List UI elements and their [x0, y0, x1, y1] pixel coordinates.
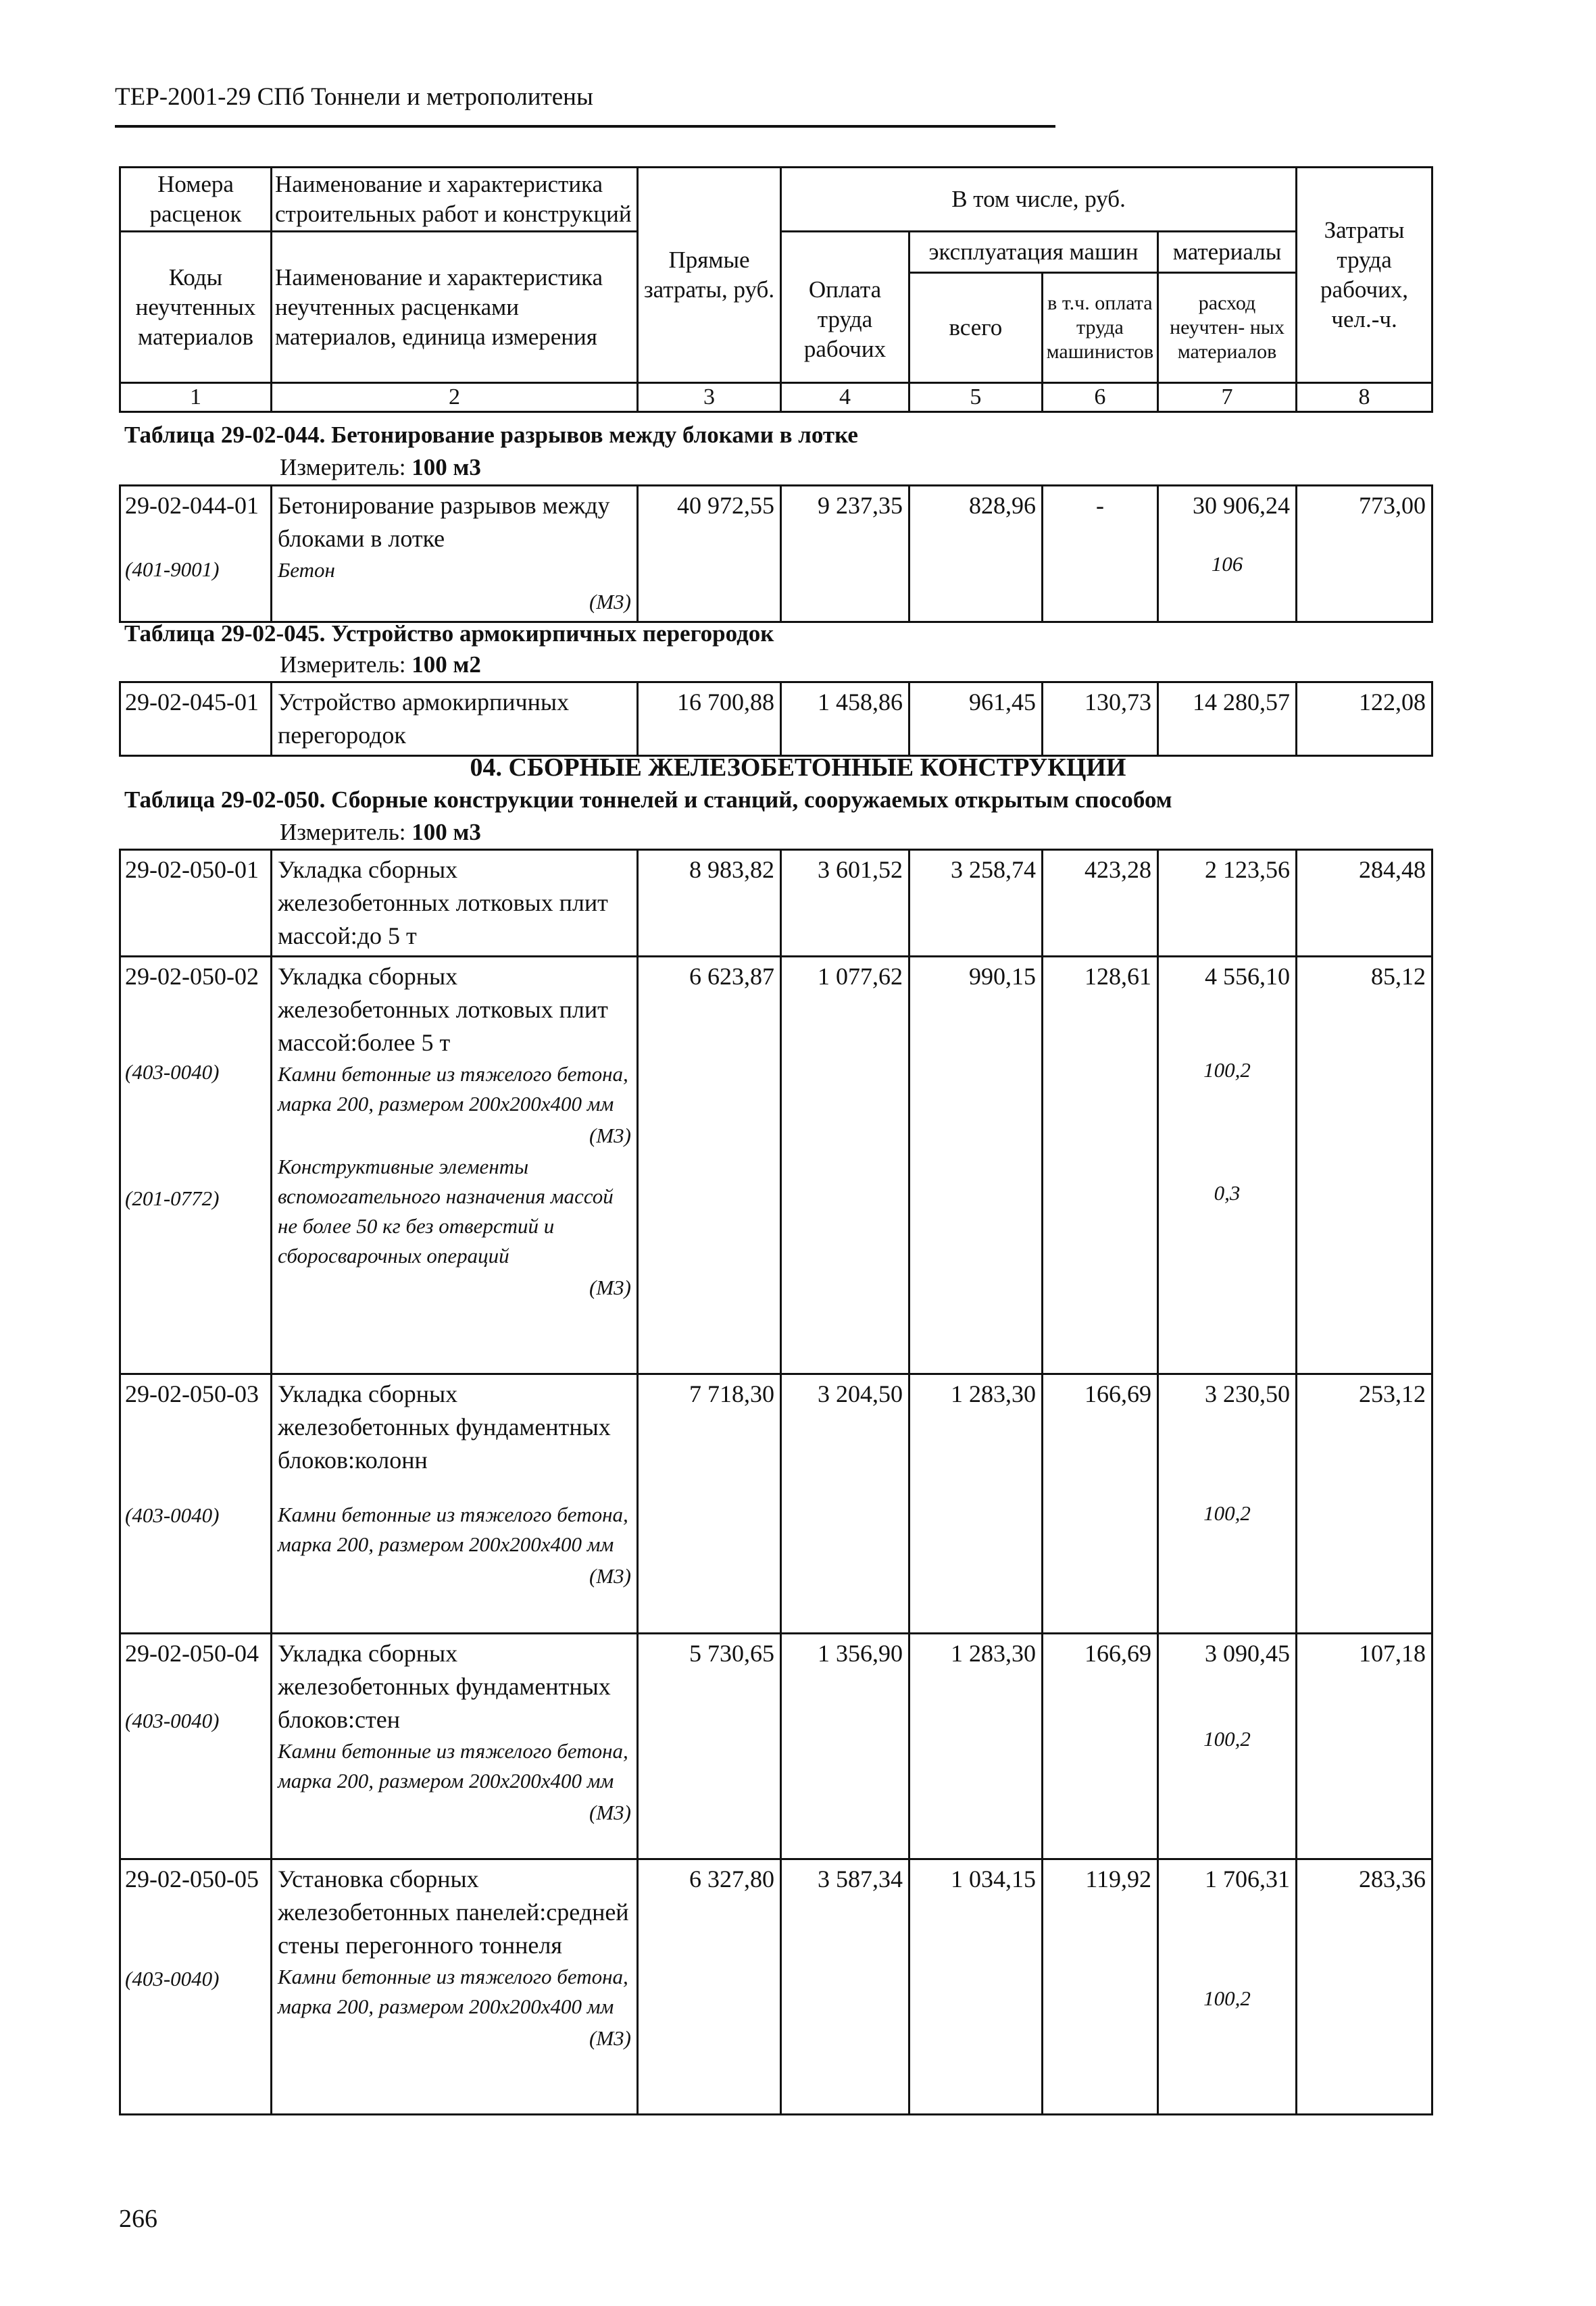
- table-title: Таблица 29-02-045. Устройство армокирпичных перегородок: [124, 620, 774, 647]
- col4-header-label: Оплата труда рабочих: [803, 276, 887, 362]
- meter-label: Измеритель:: [280, 819, 406, 845]
- table-row: [120, 682, 1432, 756]
- machine-cost: 1 034,15: [909, 1859, 1043, 2115]
- row-name: Установка сборных железобетонных панелей:средней стены перегонного тоннеля: [278, 1865, 629, 1959]
- col-number: 1: [120, 383, 272, 412]
- machinist-labor: 130,73: [1043, 682, 1158, 756]
- table-row: [120, 1859, 1432, 2115]
- col2-top-header: Наименование и характеристика строительных работ и конструкций: [272, 168, 638, 232]
- col-number: 7: [1158, 383, 1297, 412]
- labor-hours: 253,12: [1297, 1374, 1432, 1634]
- header-rule: [115, 125, 1055, 128]
- col6-header: в т.ч. оплата труда машинистов: [1046, 292, 1154, 363]
- row-name: Укладка сборных железобетонных фундаментных блоков:стен: [278, 1640, 611, 1733]
- material-name: Камни бетонные из тяжелого бетона, марка 200, размером 200х200х400 мм: [278, 1503, 628, 1556]
- material-code: (401-9001): [125, 557, 220, 581]
- labor-cost: 1 458,86: [781, 682, 909, 756]
- materials-cost: 1 706,31: [1205, 1865, 1290, 1893]
- machine-cost: 3 258,74: [909, 850, 1043, 957]
- machine-cost: 1 283,30: [909, 1634, 1043, 1859]
- table-row: [120, 1634, 1432, 1859]
- section-heading: 04. СБОРНЫЕ ЖЕЛЕЗОБЕТОННЫЕ КОНСТРУКЦИИ: [470, 753, 1126, 782]
- labor-cost: 3 204,50: [781, 1374, 909, 1634]
- row-name: Устройство армокирпичных перегородок: [272, 682, 638, 756]
- material-qty: 100,2: [1203, 1501, 1251, 1525]
- col5-header: всего: [910, 274, 1043, 382]
- material-code: (201-0772): [125, 1186, 220, 1210]
- material-qty: 0,3: [1214, 1181, 1241, 1205]
- labor-cost: 1 356,90: [781, 1634, 909, 1859]
- labor-cost: 3 601,52: [781, 850, 909, 957]
- labor-cost: 3 587,34: [781, 1859, 909, 2115]
- col3-header: Прямые затраты, руб.: [638, 168, 781, 383]
- material-name: Камни бетонные из тяжелого бетона, марка 200, размером 200х200х400 мм: [278, 1965, 628, 2018]
- row-code: 29-02-050-02: [125, 963, 259, 990]
- material-name: Бетон: [278, 558, 335, 582]
- machines-header: эксплуатация машин: [910, 232, 1157, 274]
- machine-cost: 990,15: [909, 957, 1043, 1374]
- material-code: (403-0040): [125, 1503, 220, 1527]
- material-qty: 100,2: [1203, 1986, 1251, 2010]
- labor-hours: 283,36: [1297, 1859, 1432, 2115]
- meter-label: Измеритель:: [280, 454, 406, 480]
- materials-header-group: [1158, 232, 1297, 383]
- labor-hours: 122,08: [1297, 682, 1432, 756]
- row-code: 29-02-050-01: [120, 850, 272, 957]
- meter-value: 100 м3: [412, 454, 481, 480]
- material-unit: (М3): [589, 2026, 631, 2050]
- col1-top-header: Номера расценок: [120, 168, 272, 232]
- page-number: 266: [119, 2205, 157, 2233]
- machine-cost: 1 283,30: [909, 1374, 1043, 1634]
- row-code-cell: [120, 957, 272, 1374]
- table-title: Таблица 29-02-050. Сборные конструкции тоннелей и станций, сооружаемых открытым способом: [124, 786, 1172, 813]
- table-29-02-050: [119, 849, 1433, 2115]
- direct-cost: 40 972,55: [638, 486, 781, 622]
- machine-cost: 961,45: [909, 682, 1043, 756]
- row-name-cell: [272, 1374, 638, 1634]
- material-unit: (М3): [589, 1801, 631, 1824]
- machinist-labor: 166,69: [1043, 1374, 1158, 1634]
- table-row: [120, 1374, 1432, 1634]
- materials-header: материалы: [1159, 232, 1295, 274]
- direct-cost: 6 327,80: [638, 1859, 781, 2115]
- col1-bottom-header: Коды неучтенных материалов: [120, 232, 272, 383]
- materials-cell: [1158, 1374, 1297, 1634]
- row-code: 29-02-044-01: [125, 492, 259, 519]
- table-29-02-045: [119, 681, 1433, 757]
- row-name-cell: [272, 1859, 638, 2115]
- labor-hours: 284,48: [1297, 850, 1432, 957]
- meter-line: [280, 651, 481, 678]
- machinist-labor: 166,69: [1043, 1634, 1158, 1859]
- table-title: Таблица 29-02-044. Бетонирование разрывов между блоками в лотке: [124, 422, 858, 448]
- material-code: (403-0040): [125, 1967, 220, 1990]
- group-header: В том числе, руб.: [781, 168, 1297, 232]
- direct-cost: 6 623,87: [638, 957, 781, 1374]
- row-code: 29-02-045-01: [120, 682, 272, 756]
- col-number: 3: [638, 383, 781, 412]
- labor-hours: 107,18: [1297, 1634, 1432, 1859]
- labor-cost: 9 237,35: [781, 486, 909, 622]
- material-name: Конструктивные элементы вспомогательного назначения массой не более 50 кг без отверстий и сборосварочных операций: [278, 1155, 614, 1268]
- running-header: ТЕР-2001-29 СПб Тоннели и метрополитены: [115, 83, 593, 111]
- row-name-cell: [272, 486, 638, 622]
- materials-cost: 14 280,57: [1158, 682, 1297, 756]
- row-code-cell: [120, 1374, 272, 1634]
- machinist-labor: 119,92: [1043, 1859, 1158, 2115]
- col-number: 4: [781, 383, 909, 412]
- material-unit: (М3): [589, 1124, 631, 1147]
- material-unit: (М3): [589, 1564, 631, 1588]
- row-code: 29-02-050-03: [125, 1380, 259, 1407]
- machine-cost: 828,96: [909, 486, 1043, 622]
- materials-cost: 30 906,24: [1193, 492, 1290, 519]
- direct-cost: 5 730,65: [638, 1634, 781, 1859]
- materials-cost: 2 123,56: [1158, 850, 1297, 957]
- col2-bottom-header: Наименование и характеристика неучтенных расценками материалов, единица измерения: [272, 232, 638, 383]
- materials-cost: 3 230,50: [1205, 1380, 1290, 1407]
- row-name: Укладка сборных железобетонных лотковых плит массой:до 5 т: [272, 850, 638, 957]
- material-name: Камни бетонные из тяжелого бетона, марка 200, размером 200х200х400 мм: [278, 1739, 628, 1793]
- materials-cost: 4 556,10: [1205, 963, 1290, 990]
- meter-value: 100 м3: [412, 819, 481, 845]
- materials-cell: [1158, 1859, 1297, 2115]
- table-row: [120, 957, 1432, 1374]
- direct-cost: 7 718,30: [638, 1374, 781, 1634]
- materials-cell: [1158, 1634, 1297, 1859]
- table-29-02-044: [119, 484, 1433, 623]
- col4-header: [781, 232, 909, 383]
- materials-cost: 3 090,45: [1205, 1640, 1290, 1667]
- direct-cost: 16 700,88: [638, 682, 781, 756]
- machinist-labor: 423,28: [1043, 850, 1158, 957]
- materials-cell: [1158, 486, 1297, 622]
- meter-line: [280, 819, 481, 846]
- col-number: 8: [1297, 383, 1432, 412]
- labor-hours: 773,00: [1297, 486, 1432, 622]
- table-row: [120, 486, 1432, 622]
- meter-line: [280, 454, 481, 481]
- materials-cell: [1158, 957, 1297, 1374]
- machinist-labor: -: [1043, 486, 1158, 622]
- col8-header: Затраты труда рабочих, чел.-ч.: [1297, 168, 1432, 383]
- row-name: Укладка сборных железобетонных лотковых плит массой:более 5 т: [278, 963, 608, 1056]
- material-code: (403-0040): [125, 1060, 220, 1084]
- labor-hours: 85,12: [1297, 957, 1432, 1374]
- material-unit: (М3): [589, 1276, 631, 1299]
- row-code-cell: [120, 1634, 272, 1859]
- row-code-cell: [120, 486, 272, 622]
- machinist-labor: 128,61: [1043, 957, 1158, 1374]
- row-code: 29-02-050-05: [125, 1865, 259, 1893]
- material-qty: 100,2: [1203, 1727, 1251, 1751]
- material-unit: (М3): [589, 590, 631, 613]
- labor-cost: 1 077,62: [781, 957, 909, 1374]
- machines-header-group: [909, 232, 1158, 383]
- meter-label: Измеритель:: [280, 651, 406, 678]
- col-number: 6: [1094, 384, 1106, 409]
- column-header-table: [119, 166, 1433, 413]
- row-code: 29-02-050-04: [125, 1640, 259, 1667]
- row-code-cell: [120, 1859, 272, 2115]
- row-name: Бетонирование разрывов между блоками в лотке: [278, 492, 610, 552]
- material-qty: 106: [1211, 552, 1243, 576]
- meter-value: 100 м2: [412, 651, 481, 678]
- table-row: [120, 850, 1432, 957]
- material-qty: 100,2: [1203, 1058, 1251, 1082]
- direct-cost: 8 983,82: [638, 850, 781, 957]
- col-number: 2: [272, 383, 638, 412]
- material-code: (403-0040): [125, 1709, 220, 1732]
- row-name-cell: [272, 1634, 638, 1859]
- row-name: Укладка сборных железобетонных фундаментных блоков:колонн: [278, 1380, 611, 1474]
- material-name: Камни бетонные из тяжелого бетона, марка 200, размером 200х200х400 мм: [278, 1062, 628, 1116]
- col-number: 5: [910, 384, 1043, 411]
- col7-header: расход неучтен- ных материалов: [1170, 292, 1285, 363]
- row-name-cell: [272, 957, 638, 1374]
